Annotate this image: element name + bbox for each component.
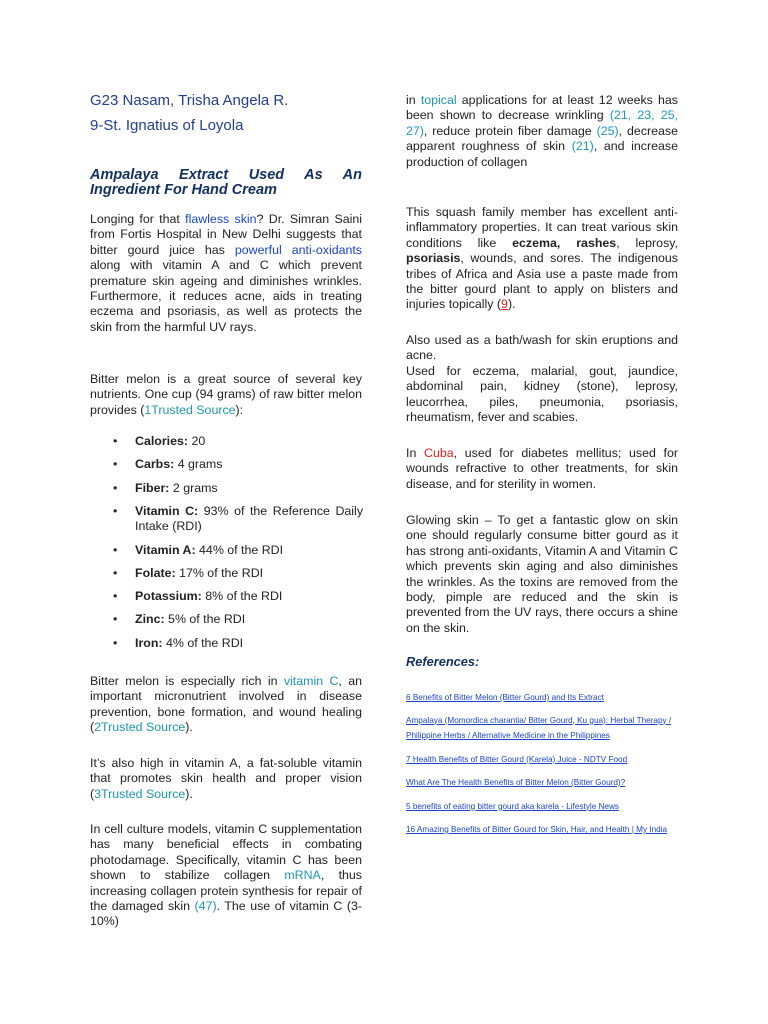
reference-link[interactable]: What Are The Health Benefits of Bitter Melon (Bitter Gourd)? xyxy=(406,778,626,787)
student-name: G23 Nasam, Trisha Angela R. xyxy=(90,92,289,109)
nutrients-intro-text: Bitter melon is a great source of several key nutrients. One cup (94 grams) of raw bitter melon provides ( xyxy=(90,372,362,417)
cuba-highlight: Cuba xyxy=(424,446,454,460)
list-item: • Vitamin A: 44% of the RDI xyxy=(113,542,284,557)
intro-text-1: Longing for that xyxy=(90,212,186,226)
cuba-text-1: In xyxy=(406,446,424,460)
cell-end: . The use of vitamin C (3-10%) xyxy=(90,899,362,929)
intro-text-2: ? Dr. Simran Saini from Fortis Hospital in New Delhi suggests that bitter gourd juice has xyxy=(90,212,362,257)
topical-text-2: , reduce protein fiber damage xyxy=(423,123,597,138)
bath-line-1: Also used as a bath/wash for skin eruptions and acne. xyxy=(406,333,678,363)
student-section: 9-St. Ignatius of Loyola xyxy=(90,117,244,134)
title-line-1: Ampalaya Extract Used As An xyxy=(90,167,362,183)
trusted-source-1-link[interactable]: 1Trusted Source xyxy=(144,402,236,417)
list-item: • Carbs: 4 grams xyxy=(113,457,223,472)
list-item: • Zinc: 5% of the RDI xyxy=(113,612,246,627)
glowing-skin-paragraph: Glowing skin – To get a fantastic glow on skin one should regularly consume bitter gourd as it has strong anti-oxidants, Vitamin A and Vitamin C which prevents skin aging and also diminishes the wrinkles. As the toxins are removed from the body, pimple are reduced and the skin is prevented from the UV rays, there occurs a shine on the skin. xyxy=(406,513,678,635)
nutrient-list xyxy=(113,434,363,659)
squash-text-1: This squash family member has excellent anti-inflammatory properties. It can treat various skin conditions like xyxy=(406,205,678,250)
nutrients-intro-end: ): xyxy=(235,402,244,417)
title-line-2: Ingredient For Hand Cream xyxy=(90,182,277,198)
topical-link[interactable]: topical xyxy=(420,93,457,107)
trusted-source-3-link[interactable]: 3Trusted Source xyxy=(94,786,186,801)
trusted-source-2-link[interactable]: 2Trusted Source xyxy=(94,720,186,735)
squash-bold-1: eczema, rashes xyxy=(512,235,617,250)
reference-link[interactable]: 16 Amazing Benefits of Bitter Gourd for Skin, Hair, and Health | My India xyxy=(406,825,668,834)
references-list xyxy=(406,690,678,838)
squash-paragraph xyxy=(406,205,678,313)
squash-text-2: , leprosy, xyxy=(616,235,678,250)
squash-text-3: , wounds, and sores. The indigenous tribes of Africa and Asia use a paste made from the bitter gourd plant to apply on blisters and injuries topically ( xyxy=(406,251,678,312)
topical-paragraph xyxy=(406,93,678,170)
vitc-end: ). xyxy=(185,720,193,735)
list-item: • Vitamin C: 93% of the Reference Daily Intake (RDI) xyxy=(113,503,364,534)
ref-47-link[interactable]: (47) xyxy=(194,899,217,914)
cell-culture-paragraph xyxy=(90,822,362,930)
list-item: • Folate: 17% of the RDI xyxy=(113,565,264,580)
topical-text-0: in xyxy=(406,93,421,107)
references-heading: References: xyxy=(406,654,480,669)
anti-oxidants-link[interactable]: powerful anti-oxidants xyxy=(234,242,363,257)
vitc-text-2: , an important micronutrient involved in disease prevention, bone formation, and wound healing ( xyxy=(90,674,362,735)
topical-text-3: , decrease apparent roughness of skin xyxy=(406,123,679,154)
vitamin-c-paragraph xyxy=(90,674,362,736)
vitamin-a-paragraph xyxy=(90,756,362,802)
cell-text-2: , thus increasing collagen protein synthesis for repair of the damaged skin xyxy=(90,868,363,914)
squash-bold-2: psoriasis xyxy=(406,251,461,266)
article-title xyxy=(90,168,362,198)
topical-text-4: , and increase production of collagen xyxy=(406,139,678,169)
topical-text-1: applications for at least 12 weeks has been shown to decrease wrinkling xyxy=(406,93,678,123)
refs-21-27-link[interactable]: (21, 23, 25, 27) xyxy=(406,108,679,138)
vitamin-c-link[interactable]: vitamin C xyxy=(283,674,339,688)
nutrients-intro xyxy=(90,372,362,418)
vitc-text-1: Bitter melon is especially rich in xyxy=(90,674,284,688)
vita-end: ). xyxy=(185,786,193,801)
mrna-link[interactable]: mRNA xyxy=(284,868,321,883)
ref-25-link[interactable]: (25) xyxy=(596,123,619,138)
cell-text-1: In cell culture models, vitamin C supplementation has many beneficial effects in combating photodamage. Specifically, vitamin C has been shown to stabilize collagen xyxy=(90,822,362,883)
intro-paragraph xyxy=(90,212,362,335)
reference-link[interactable]: 6 Benefits of Bitter Melon (Bitter Gourd) and Its Extract xyxy=(406,693,604,702)
reference-link[interactable]: Ampalaya (Momordica charantia/ Bitter Gourd, Ku gua): Herbal Therapy / Philippine Herbs / Alternative Medicine in the Philippines xyxy=(406,715,672,740)
squash-end: ). xyxy=(507,297,516,312)
ref-21-link[interactable]: (21) xyxy=(571,139,594,154)
intro-text-3: along with vitamin A and C which prevent premature skin ageing and diminishes wrinkles. Furthermore, it reduces acne, aids in treating eczema and psoriasis, as well as protects the skin from the harmful UV rays. xyxy=(90,258,362,334)
ref-9-link[interactable]: 9 xyxy=(501,297,508,312)
list-item: • Calories: 20 xyxy=(113,434,206,448)
vita-text: It’s also high in vitamin A, a fat-soluble vitamin that promotes skin health and proper vision ( xyxy=(90,756,362,801)
flawless-skin-link[interactable]: flawless skin xyxy=(185,212,257,226)
cuba-paragraph xyxy=(406,446,678,492)
list-item: • Iron: 4% of the RDI xyxy=(113,635,244,650)
bath-line-2: Used for eczema, malarial, gout, jaundice, abdominal pain, kidney (stone), leprosy, leucorrhea, piles, pneumonia, psoriasis, rheumatism, fever and scabies. xyxy=(406,364,678,425)
reference-link[interactable]: 7 Health Benefits of Bitter Gourd (Karela) Juice - NDTV Food xyxy=(406,754,628,764)
list-item: • Fiber: 2 grams xyxy=(113,480,218,495)
reference-link[interactable]: 5 benefits of eating bitter gourd aka karela - Lifestyle News xyxy=(406,801,619,811)
list-item: • Potassium: 8% of the RDI xyxy=(113,589,283,604)
cuba-text-2: , used for diabetes mellitus; used for wounds refractive to other treatments, for skin disease, and for sterility in women. xyxy=(406,446,678,491)
